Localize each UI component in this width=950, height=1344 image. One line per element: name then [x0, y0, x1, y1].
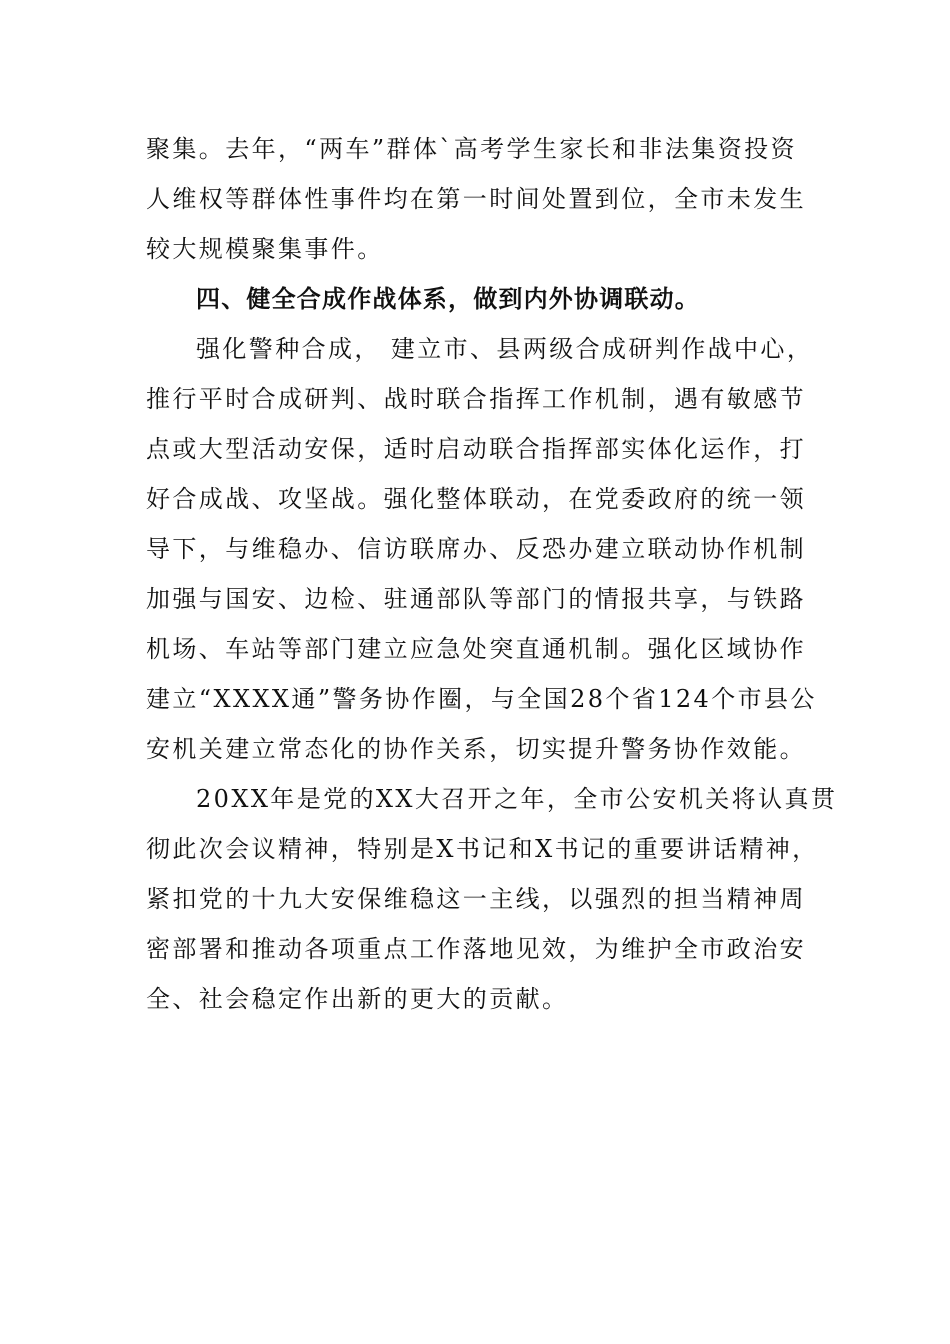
paragraph-3-line-5: 全、社会稳定作出新的更大的贡献。: [146, 985, 569, 1013]
paragraph-2-line-9: 安机关建立常态化的协作关系，切实提升警务协作效能。: [146, 735, 806, 763]
paragraph-3-line-2: 彻此次会议精神，特别是X书记和X书记的重要讲话精神，: [146, 835, 819, 863]
paragraph-2-line-8: 建立“XXXX通”警务协作圈，与全国28个省124个市县公: [146, 685, 817, 713]
paragraph-2-line-6: 加强与国安、边检、驻通部队等部门的情报共享，与铁路: [146, 585, 806, 613]
paragraph-3-line-1: 20XX年是党的XX大召开之年，全市公安机关将认真贯: [196, 785, 838, 813]
paragraph-2-line-4: 好合成战、攻坚战。强化整体联动，在党委政府的统一领: [146, 485, 806, 513]
paragraph-2-line-7: 机场、车站等部门建立应急处突直通机制。强化区域协作: [146, 635, 806, 663]
paragraph-1-line-1: 聚集。去年，“两车”群体`高考学生家长和非法集资投资: [146, 135, 797, 163]
paragraph-1-line-2: 人维权等群体性事件均在第一时间处置到位，全市未发生: [146, 185, 806, 213]
paragraph-3-line-4: 密部署和推动各项重点工作落地见效，为维护全市政治安: [146, 935, 806, 963]
paragraph-2-line-5: 导下，与维稳办、信访联席办、反恐办建立联动协作机制: [146, 535, 806, 563]
section-heading-4: 四、健全合成作战体系，做到内外协调联动。: [196, 285, 700, 313]
paragraph-2-line-3: 点或大型活动安保，适时启动联合指挥部实体化运作，打: [146, 435, 806, 463]
paragraph-2-line-1: 强化警种合成， 建立市、县两级合成研判作战中心，: [196, 335, 814, 363]
paragraph-3-line-3: 紧扣党的十九大安保维稳这一主线，以强烈的担当精神周: [146, 885, 806, 913]
paragraph-1-line-3: 较大规模聚集事件。: [146, 235, 384, 263]
paragraph-2-line-2: 推行平时合成研判、战时联合指挥工作机制，遇有敏感节: [146, 385, 806, 413]
